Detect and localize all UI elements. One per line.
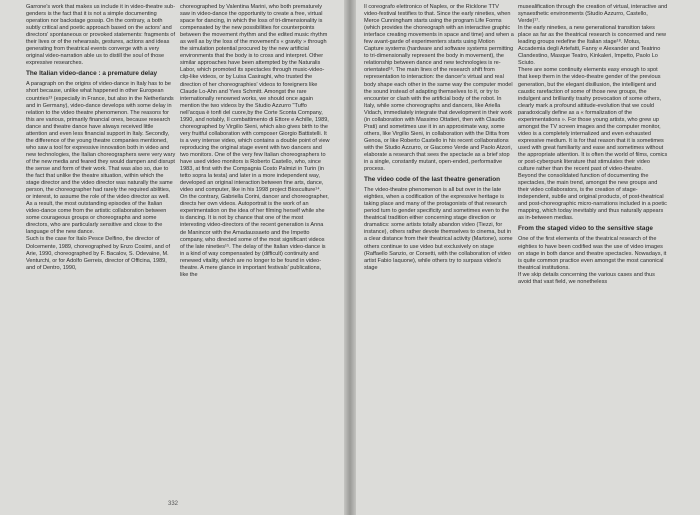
paragraph: Such is the case for Italo Pesce Delfino, the director of Dolcemente, 1989, choreographed by Enzo Cosimi, and of Arie, 1990, choreographed by F. Bacalov, S. Odevaine, M. Venturchi, or for Adolfo Gerreis, director of Officina, 1989, and of Dentro, 1990, (26, 236, 170, 271)
paragraph: Il coreografo elettronico of Naples, or the Ricklone TTV video-festival testifies to that. Since the early nineties, when Merce Cunningham starts using the program Life Forms (which provides the choreograph with an interactive graphic interface creating movements in space and time) and when a few avant-garde of experimenters starts using Motion Capture systems (hardware and software systems permitting to tri-dimensionally represent the body in movement), the relationship between dance and new technologies is re-orientated¹⁶. The main lines of the research shift from representation to interaction: the dancer's virtual and real body shape each other in the same way the computer model the sound instead of adapting themselves to it, or try to encounter or clash with the artificial body of the robot. In Italy, while some choreographs and dancers, like Ariella Vidach, immediately integrate that development in their work (in collaboration with Massimo Ottatieri, then with Claudio Prati) and sometimes use it in an approximate way, some others, like Virgilio Sieni, in collaboration with the Ditta from Genoa, or like Roberto Castello in his recent collaborations with the Studio Azzurro, or Giacomo Verde and Paolo Atzori, elaborate a research that sees the spectacle as a brief stop in a single, constantly mutant, open-ended, performative process. (364, 4, 514, 173)
paragraph: musealification through the creation of virtual, interactive and synaesthetic environments (Studio Azzurro, Castello, Verde)¹⁷. (518, 4, 668, 25)
paragraph: A paragraph on the origins of video-dance in Italy has to be short because, unlike what happened in other European countries¹³ (especially in France, but also in the Netherlands and in Germany), video-dance develops with some delay in relation to the video theatre phenomenon. The reasons for this are various, primarily financial ones, because research dance and theatre dance have always received little attention and even less financial support in Italy. Secondly, the difference of the young theatre companies mentioned, who saw a tool for expressive innovation both in video and new technologies, the Italian choreographers were very wary of the new media and feared they would dampen and disrupt the sense and form of their work. That was also so, due to the fact that unlike the theatre situation, within which the stage director and the video director was naturally the same person, the choreographer had rarely the required abilities, or interest, to assume the role of the video director as well. As a result, the most outstanding episodes of the Italian video-dance come from the artistic collaboration between some courageous groups or choreographs and some directors, who are particularly sensitive and close to the language of the new dance. (26, 81, 176, 236)
paragraph: There are some continuity elements easy enough to spot that keep them in the video-theatre gender of the previous generation, but the elegant disillusion, the intelligent and caustic rarefaction of some of those new groups, the indulgent and brilliantly trashy provocation of some others, clearly mark a profound attitude-evolution that we could paradoxically define as a « formalization of the experimentations ». For those young artists, who grew up amongst the TV screen images and the computer monitor, video is a completely internalized and even exhausted expressive medium. It is for that reason that it is sometimes used with great familiarity and ease and sometimes without the appropriate attention. It is often the world of films, comics or post-cyberpunk literature that stimulates their video culture rather than the recent past of video-theatre. (518, 67, 668, 173)
paragraph: In the early nineties, a new generational transition takes place as far as the theatrical research is concerned and new leading groups redefine the Italian stage¹⁸. Motus, Accademia degli Artefatti, Fanny e Alexander and Teatrino Clandestino, Masque Teatro, Kinkaleri, Impetto, Paolo Lo Sciuto. (518, 25, 667, 67)
section-heading: The video code of the last theatre generation (364, 176, 501, 184)
page-number: 332 (167, 501, 178, 507)
right-page-column-1 (364, 4, 514, 272)
paragraph: One of the first elements of the theatrical research of the eighties to have been codified was the use of video images on stage in both dance and theatre spectacles. Nowadays, it is quite common practice even amongst the most canonical theatrical institutions. (518, 236, 667, 271)
section-heading: From the staged video to the sensitive stage (518, 225, 653, 233)
left-page-column-1 (26, 4, 176, 272)
book-gutter (344, 0, 356, 515)
paragraph: If we skip details concerning the various cases and thus avoid that vast field, we nonetheless (518, 271, 655, 285)
paragraph: The video-theatre phenomenon is all but over in the late eighties, when a codification of the expressive heritage is taking place and many of the protagonists of that research period turn to gender specificity and sometimes even to the theatrical tradition either concerning stage direction or dramatics: some artists totally abandon video (Tiezzi, for instance), others rather devote themselves to cinema, but in a clear distance from their theatrical activity (Martone), some others continue to use video but exclusively on stage (Raffaello Sanzio, or Corsetti, with the collaboration of video artist Fabio Iaquone), while others try to surpass video's stage (364, 187, 513, 271)
paragraph: choreographed by Valentina Marini, who both prematurely saw in video-dance the opportunity to create a free, virtual space for dancing, in which the loss of tri-dimensionality is compensated by the new possibilities for counterpoints between the movement rhythm and the edited music rhythm as well as by the loss of the movement's « gravity » through the simulation potential procured by the new artificial environments that the body is to cross and interpret. Other similar approaches have been attempted by the Naturalis Labor, which promoted its spectacles through music-video-clip-like videos, or by Luisa Casiraghi, who trusted the direction of her choreographies' videos to foreigners like Claude Lo-Ahn and Yves Schmitt. Amongst the rare internationally renowned works, we should once again mention the two videos by the Studio Azzurro "Tuffo nell'acqua è tonfi del cuore,by the Corte Sconta Company, 1990, and notably, Il combattimento di Ettore e Achille, 1989, choreographed by Virgilio Sieni, which also gives birth to the very fruitful collaboration with composer Giorgio Battistelli. It is a very intense video, which contains a double point of view reproducing the original stage event with two dancers and two monitors. One of the very few Italian choreographers to have used video monitors is Roberto Castello, who, since 1983, at first with the Compagnia Costo Palmizi in Turin (in tetto sopra la testa) and later in a more independent way, developed an original interaction between fine arts, dance, video and computer, like in his 1998 project Biosculture¹⁴. On the contrary, Gabriella Corini, dancer and choreographer, directs her own videos. Autoportrait is the work of an experimentation on the idea of her filming herself while she is dancing. It is not by chance that one of the most interesting video-directors of the recent generation is Anna de Manincor with the Amadaussaeto and the Impetto company, who directed some of the most significant videos of the late nineties¹⁵. The delay of the Italian video-dance is in a kind of way compensated by (difficult) continuity and renewed vitality, which are no longer to be found in video-theatre. A mere glance in important festivals' publications, like the (180, 4, 330, 278)
right-page-column-2 (518, 4, 668, 286)
paragraph: Beyond the consolidated function of documenting the spectacles, the main trend, amongst the new groups and their video collaborators, is the creation of stage-independent, subtle and original products, of post-theatrical and post-choreographic micro-narrations included in a poetic mapping, which today inevitably and thus naturally appears as in-between medias. (518, 173, 667, 222)
left-page-column-2 (180, 4, 330, 279)
paragraph: Garrone's work that makes us include it in video-theatre sub-genders is the fact that it is not a simple documenting operation nor backstage gossip. On the contrary, a both subtly critical and poetic approach based on the actors' and directors' spontaneous or provoked statements: fragments of their lives or of the rehearsals, gestures, actions and ideas generating from theatrical events converge with a very original video-narration able us to distill the soul of those expressive researches. (26, 4, 176, 67)
section-heading: The Italian video-dance : a premature delay (26, 70, 158, 78)
